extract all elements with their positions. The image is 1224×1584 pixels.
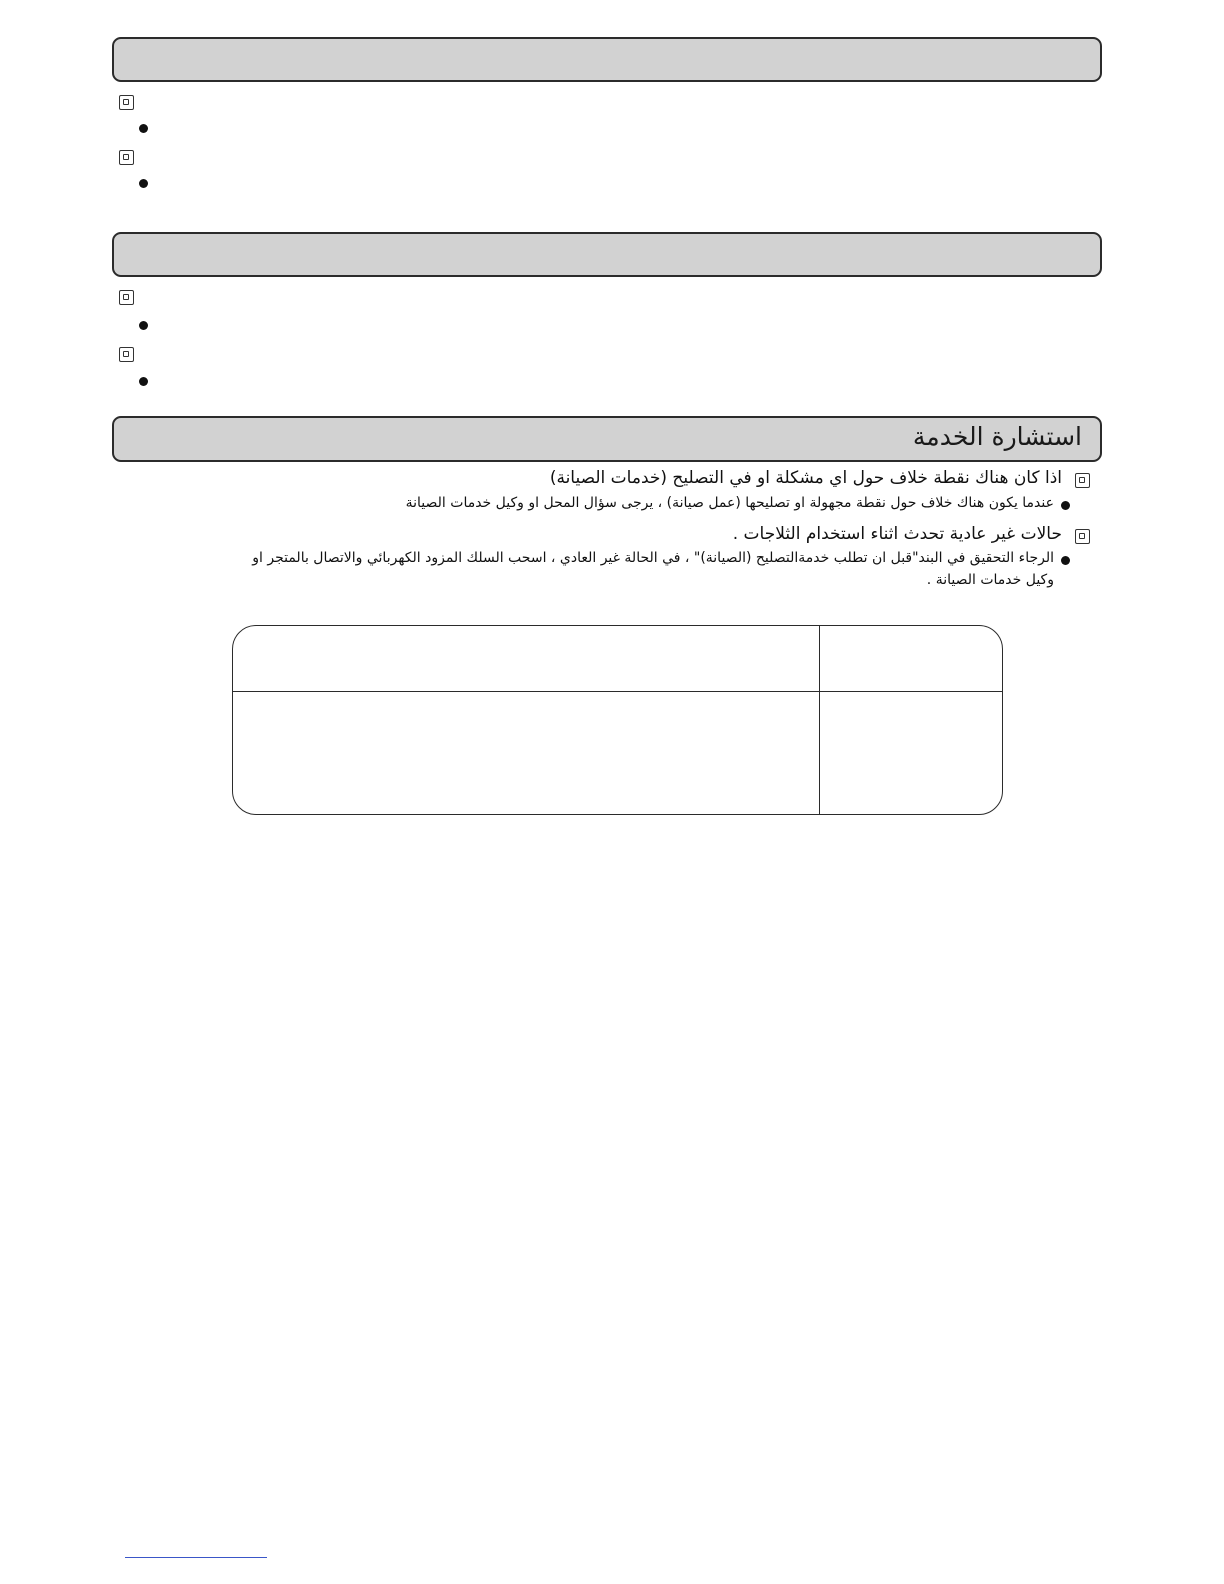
square-bullet-icon — [119, 150, 134, 165]
square-bullet-icon — [119, 290, 134, 305]
bullet-dot-icon — [139, 179, 148, 188]
section-title-3: استشارة الخدمة — [912, 422, 1082, 451]
bullet-dot-icon — [139, 124, 148, 133]
footer-rule — [125, 1557, 267, 1558]
info-table — [232, 625, 1003, 815]
table-column-divider — [819, 626, 820, 814]
table-row-divider — [233, 691, 1002, 692]
square-bullet-icon — [119, 95, 134, 110]
item-bullet-text: عندما يكون هناك خلاف حول نقطة مجهولة او تصليحها (عمل صيانة) ، يرجى سؤال المحل او وكيل خدمات الصيانة — [405, 495, 1054, 511]
bullet-dot-icon — [1061, 501, 1070, 510]
item-heading: اذا كان هناك نقطة خلاف حول اي مشكلة او في التصليح (خدمات الصيانة) — [549, 468, 1062, 488]
item-bullet-text: الرجاء التحقيق في البند"قبل ان تطلب خدمةالتصليح (الصيانة)" ، في الحالة غير العادي ، اسحب السلك المزود الكهربائي والاتصال بالمتجر او — [252, 550, 1054, 566]
square-bullet-icon — [1075, 473, 1090, 488]
item-bullet-text-continued: وكيل خدمات الصيانة . — [926, 572, 1054, 588]
bullet-dot-icon — [139, 321, 148, 330]
bullet-dot-icon — [1061, 556, 1070, 565]
section-header-1 — [112, 37, 1102, 82]
square-bullet-icon — [119, 347, 134, 362]
section-header-2 — [112, 232, 1102, 277]
item-heading: حالات غير عادية تحدث اثناء استخدام الثلاجات . — [732, 524, 1062, 544]
square-bullet-icon — [1075, 529, 1090, 544]
section-header-3 — [112, 416, 1102, 462]
bullet-dot-icon — [139, 377, 148, 386]
